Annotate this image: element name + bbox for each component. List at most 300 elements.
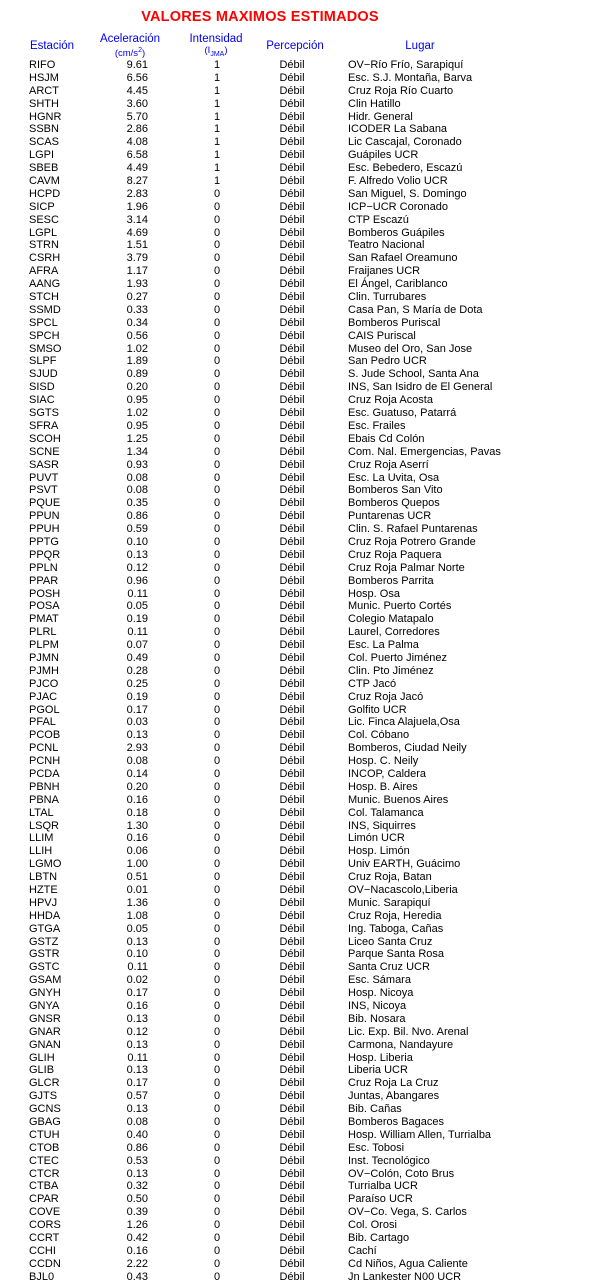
intensity-value: 0 bbox=[213, 1270, 221, 1283]
intensity-value: 0 bbox=[213, 381, 221, 394]
perception-value: Débil bbox=[279, 729, 305, 742]
intensity-value: 1 bbox=[213, 136, 221, 149]
perception-value: Débil bbox=[279, 239, 305, 252]
intensity-value: 0 bbox=[213, 1167, 221, 1180]
acceleration-value: 0.57 bbox=[126, 1090, 148, 1103]
table-row bbox=[0, 987, 590, 1000]
table-row bbox=[0, 729, 590, 742]
table-row bbox=[0, 716, 590, 729]
station-code: PSVT bbox=[29, 484, 58, 497]
place-name: Clin Hatillo bbox=[348, 97, 401, 110]
station-code: PCNL bbox=[29, 742, 59, 755]
acceleration-value: 0.11 bbox=[127, 626, 148, 639]
intensity-value: 0 bbox=[213, 497, 221, 510]
acceleration-value: 0.96 bbox=[126, 574, 148, 587]
perception-value: Débil bbox=[279, 1193, 305, 1206]
station-code: HZTE bbox=[29, 884, 58, 896]
acceleration-value: 0.95 bbox=[126, 394, 148, 407]
place-name: OV−Colón, Coto Brus bbox=[348, 1167, 455, 1180]
perception-value: Débil bbox=[279, 1141, 305, 1154]
place-name: Guápiles UCR bbox=[348, 149, 419, 162]
place-name: Cruz Roja, Heredia bbox=[348, 909, 442, 922]
intensity-value: 0 bbox=[213, 265, 221, 278]
table-row bbox=[0, 1245, 590, 1258]
acceleration-value: 6.56 bbox=[126, 71, 148, 84]
perception-value: Débil bbox=[279, 703, 305, 716]
table-row bbox=[0, 858, 590, 871]
place-name: Col. Orosi bbox=[348, 1219, 397, 1232]
intensity-value: 0 bbox=[213, 1038, 221, 1051]
place-name: Esc. Sámara bbox=[348, 974, 411, 987]
perception-value: Débil bbox=[279, 368, 305, 381]
intensity-value: 0 bbox=[213, 948, 221, 961]
acceleration-value: 0.12 bbox=[126, 1025, 148, 1038]
intensity-value: 0 bbox=[213, 987, 221, 1000]
acceleration-header-unit: $(cm/s^2)$ bbox=[114, 47, 146, 60]
perception-value: Débil bbox=[279, 587, 305, 600]
station-code: PPAR bbox=[29, 574, 59, 587]
acceleration-value: 9.61 bbox=[126, 59, 148, 71]
acceleration-value: 1.02 bbox=[126, 342, 148, 355]
acceleration-value: 0.20 bbox=[126, 780, 148, 793]
acceleration-value: 0.28 bbox=[126, 664, 148, 677]
perception-value: Débil bbox=[279, 187, 305, 200]
intensity-value: 0 bbox=[213, 574, 221, 587]
table-row bbox=[0, 1077, 590, 1090]
place-name: Liceo Santa Cruz bbox=[348, 935, 433, 948]
acceleration-value: 0.11 bbox=[127, 587, 148, 600]
perception-value: Débil bbox=[279, 1180, 305, 1193]
place-name: Cruz Roja, Batan bbox=[348, 871, 432, 884]
intensity-value: 0 bbox=[213, 1000, 221, 1013]
intensity-value: 1 bbox=[213, 149, 221, 162]
station-code: CCRT bbox=[29, 1232, 60, 1245]
acceleration-value: 0.13 bbox=[126, 729, 148, 742]
acceleration-value: 0.13 bbox=[126, 1103, 148, 1116]
intensity-value: 0 bbox=[213, 793, 221, 806]
intensity-value: 0 bbox=[213, 613, 221, 626]
perception-value: Débil bbox=[279, 742, 305, 755]
station-code: SCAS bbox=[29, 136, 59, 149]
acceleration-column-header bbox=[88, 33, 172, 60]
place-name: S. Jude School, Santa Ana bbox=[348, 368, 479, 381]
station-code: PLPM bbox=[29, 639, 59, 652]
place-name: Lic Cascajal, Coronado bbox=[348, 136, 462, 149]
station-code: SPCL bbox=[29, 316, 58, 329]
station-code: STCH bbox=[29, 291, 59, 304]
station-code: GNAN bbox=[29, 1038, 61, 1051]
place-name: Lic. Finca Alajuela,Osa bbox=[348, 716, 460, 729]
place-name: Liberia UCR bbox=[348, 1064, 408, 1077]
perception-value: Débil bbox=[279, 278, 305, 291]
table-row bbox=[0, 188, 590, 201]
acceleration-value: 0.42 bbox=[126, 1232, 148, 1245]
station-code: CTUH bbox=[29, 1128, 60, 1141]
station-code: SHTH bbox=[29, 97, 59, 110]
table-row bbox=[0, 588, 590, 601]
perception-value: Débil bbox=[279, 1090, 305, 1103]
perception-value: Débil bbox=[279, 639, 305, 652]
station-code: SIAC bbox=[29, 394, 55, 407]
intensity-value: 0 bbox=[213, 896, 221, 909]
place-name: Clin. Turrubares bbox=[348, 291, 427, 304]
place-name: INS, Nicoya bbox=[348, 1000, 407, 1013]
table-row bbox=[0, 832, 590, 845]
perception-value: Débil bbox=[279, 1025, 305, 1038]
intensity-value: 0 bbox=[213, 690, 221, 703]
acceleration-value: 0.13 bbox=[126, 1012, 148, 1025]
perception-value: Débil bbox=[279, 909, 305, 922]
perception-value: Débil bbox=[279, 574, 305, 587]
acceleration-value: 0.56 bbox=[126, 329, 148, 342]
station-code: PBNA bbox=[29, 793, 59, 806]
table-row bbox=[0, 175, 590, 188]
station-code: SISD bbox=[29, 381, 55, 394]
perception-value: Débil bbox=[279, 123, 305, 136]
intensity-value: 0 bbox=[213, 368, 221, 381]
station-code: PJMH bbox=[29, 664, 59, 677]
acceleration-value: 0.10 bbox=[126, 948, 148, 961]
acceleration-value: 0.50 bbox=[126, 1193, 148, 1206]
intensity-value: 0 bbox=[213, 1257, 221, 1270]
acceleration-value: 0.16 bbox=[126, 793, 148, 806]
acceleration-value: 0.11 bbox=[127, 1051, 148, 1064]
place-name: Fraijanes UCR bbox=[348, 265, 421, 278]
table-row bbox=[0, 1258, 590, 1271]
perception-value: Débil bbox=[279, 394, 305, 407]
acceleration-value: 0.19 bbox=[126, 690, 148, 703]
place-name: OV−Nacascolo,Liberia bbox=[348, 884, 458, 896]
station-code: CSRH bbox=[29, 252, 61, 265]
perception-value: Débil bbox=[279, 110, 305, 123]
place-name: Cruz Roja Jacó bbox=[348, 690, 424, 703]
perception-value: Débil bbox=[279, 896, 305, 909]
place-name: Col. Talamanca bbox=[348, 806, 424, 819]
place-name: OV−Río Frío, Sarapiquí bbox=[348, 59, 464, 71]
station-code: PJMN bbox=[29, 651, 59, 664]
perception-value: Débil bbox=[279, 987, 305, 1000]
intensity-value: 0 bbox=[213, 1193, 221, 1206]
intensity-value: 0 bbox=[213, 329, 221, 342]
place-name: CTP Jacó bbox=[348, 677, 397, 690]
perception-value: Débil bbox=[279, 677, 305, 690]
place-name: Hosp. Osa bbox=[348, 587, 400, 600]
station-code: SASR bbox=[29, 458, 59, 471]
perception-value: Débil bbox=[279, 1128, 305, 1141]
place-name: Col. Puerto Jiménez bbox=[348, 651, 448, 664]
perception-value: Débil bbox=[279, 381, 305, 394]
perception-value: Débil bbox=[279, 291, 305, 304]
place-name: Santa Cruz UCR bbox=[348, 961, 430, 974]
perception-value: Débil bbox=[279, 948, 305, 961]
perception-value: Débil bbox=[279, 613, 305, 626]
acceleration-value: 0.20 bbox=[126, 381, 148, 394]
table-row bbox=[0, 1000, 590, 1013]
intensity-value: 0 bbox=[213, 445, 221, 458]
perception-value: Débil bbox=[279, 59, 305, 71]
place-name: Esc. Tobosi bbox=[348, 1141, 405, 1154]
place-name: Esc. Guatuso, Patarrá bbox=[348, 407, 457, 420]
place-name: Esc. Frailes bbox=[348, 419, 406, 432]
intensity-value: 0 bbox=[213, 858, 221, 871]
table-row bbox=[0, 291, 590, 304]
station-code: GNYA bbox=[29, 1000, 60, 1013]
place-name: Bomberos Puriscal bbox=[348, 316, 441, 329]
station-code: CPAR bbox=[29, 1193, 59, 1206]
place-name: Cruz Roja Paquera bbox=[348, 548, 442, 561]
table-row bbox=[0, 910, 590, 923]
station-code: LLIH bbox=[29, 845, 53, 858]
perception-value: Débil bbox=[279, 858, 305, 871]
acceleration-value: 0.11 bbox=[127, 961, 148, 974]
intensity-value: 0 bbox=[213, 742, 221, 755]
table-row bbox=[0, 781, 590, 794]
station-code: CTOB bbox=[29, 1141, 60, 1154]
table-row bbox=[0, 1168, 590, 1181]
intensity-value: 1 bbox=[213, 162, 221, 175]
station-code: PPUN bbox=[29, 510, 60, 523]
station-code: GTGA bbox=[29, 922, 61, 935]
acceleration-value: 8.27 bbox=[126, 175, 148, 188]
station-code: PCOB bbox=[29, 729, 61, 742]
place-name: Hosp. Limón bbox=[348, 845, 410, 858]
place-name: Parque Santa Rosa bbox=[348, 948, 445, 961]
perception-value: Débil bbox=[279, 1167, 305, 1180]
station-code: HGNR bbox=[29, 110, 62, 123]
acceleration-value: 0.12 bbox=[126, 561, 148, 574]
acceleration-value: 0.51 bbox=[126, 871, 148, 884]
station-code: BJL0 bbox=[29, 1270, 55, 1283]
intensity-value: 0 bbox=[213, 922, 221, 935]
place-name: CAIS Puriscal bbox=[348, 329, 416, 342]
acceleration-value: 0.35 bbox=[126, 497, 148, 510]
intensity-value: 0 bbox=[213, 432, 221, 445]
table-row bbox=[0, 214, 590, 227]
acceleration-value: 0.25 bbox=[126, 677, 148, 690]
perception-value: Débil bbox=[279, 329, 305, 342]
intensity-value: 0 bbox=[213, 884, 221, 896]
station-code: LGPL bbox=[29, 226, 58, 239]
perception-value: Débil bbox=[279, 690, 305, 703]
station-code: LGMO bbox=[29, 858, 62, 871]
acceleration-value: 0.27 bbox=[126, 291, 148, 304]
acceleration-value: 0.39 bbox=[126, 1206, 148, 1219]
intensity-value: 0 bbox=[213, 780, 221, 793]
acceleration-value: 1.96 bbox=[126, 200, 148, 213]
acceleration-value: 0.01 bbox=[126, 884, 148, 896]
place-name: Clin. Pto Jiménez bbox=[348, 664, 434, 677]
acceleration-value: 0.13 bbox=[126, 1038, 148, 1051]
place-name: Bib. Nosara bbox=[348, 1012, 406, 1025]
table-row bbox=[0, 1193, 590, 1206]
acceleration-value: 0.95 bbox=[126, 419, 148, 432]
perception-value: Débil bbox=[279, 1038, 305, 1051]
place-name: San Pedro UCR bbox=[348, 355, 427, 368]
table-row bbox=[0, 1116, 590, 1129]
intensity-value: 0 bbox=[213, 187, 221, 200]
station-code: CAVM bbox=[29, 175, 60, 188]
table-row bbox=[0, 807, 590, 820]
perception-value: Débil bbox=[279, 252, 305, 265]
station-code: GSTZ bbox=[29, 935, 59, 948]
station-code: GNYH bbox=[29, 987, 61, 1000]
station-code: AFRA bbox=[29, 265, 59, 278]
table-row bbox=[0, 923, 590, 936]
perception-value: Débil bbox=[279, 523, 305, 536]
intensity-value: 0 bbox=[213, 291, 221, 304]
intensity-value: 0 bbox=[213, 200, 221, 213]
intensity-value: 1 bbox=[213, 71, 221, 84]
acceleration-value: 0.33 bbox=[126, 303, 148, 316]
perception-value: Débil bbox=[279, 884, 305, 896]
perception-value: Débil bbox=[279, 136, 305, 149]
station-code: GSAM bbox=[29, 974, 62, 987]
place-column-header: Lugar bbox=[405, 40, 435, 52]
place-name: Munic. Puerto Cortés bbox=[348, 600, 452, 613]
intensity-value: 0 bbox=[213, 484, 221, 497]
table-row bbox=[0, 613, 590, 626]
station-code: SGTS bbox=[29, 407, 59, 420]
perception-value: Débil bbox=[279, 265, 305, 278]
perception-value: Débil bbox=[279, 162, 305, 175]
station-code: SSBN bbox=[29, 123, 59, 136]
perception-value: Débil bbox=[279, 419, 305, 432]
perception-value: Débil bbox=[279, 1012, 305, 1025]
perception-value: Débil bbox=[279, 548, 305, 561]
intensity-value: 0 bbox=[213, 600, 221, 613]
station-code: GBAG bbox=[29, 1116, 61, 1129]
station-code: HSJM bbox=[29, 71, 59, 84]
acceleration-value: 4.49 bbox=[126, 162, 148, 175]
station-code: COVE bbox=[29, 1206, 61, 1219]
intensity-value: 0 bbox=[213, 523, 221, 536]
intensity-value: 0 bbox=[213, 1077, 221, 1090]
intensity-value: 0 bbox=[213, 548, 221, 561]
table-row bbox=[0, 317, 590, 330]
acceleration-value: 0.34 bbox=[126, 316, 148, 329]
table-row bbox=[0, 884, 590, 897]
perception-value: Débil bbox=[279, 1219, 305, 1232]
place-name: San Rafael Oreamuno bbox=[348, 252, 458, 265]
table-row bbox=[0, 394, 590, 407]
station-code: GLIB bbox=[29, 1064, 55, 1077]
acceleration-value: 0.93 bbox=[126, 458, 148, 471]
place-name: Hosp. B. Aires bbox=[348, 780, 418, 793]
intensity-value: 0 bbox=[213, 1128, 221, 1141]
station-code: HHDA bbox=[29, 909, 61, 922]
place-name: Esc. S.J. Montaña, Barva bbox=[348, 71, 473, 84]
station-code: LTAL bbox=[29, 806, 54, 819]
acceleration-value: 0.32 bbox=[126, 1180, 148, 1193]
intensity-value: 0 bbox=[213, 1206, 221, 1219]
place-name: Golfito UCR bbox=[348, 703, 407, 716]
place-name: Casa Pan, S María de Dota bbox=[348, 303, 483, 316]
place-name: Cruz Roja Potrero Grande bbox=[348, 535, 476, 548]
station-code: SLPF bbox=[29, 355, 57, 368]
table-row bbox=[0, 678, 590, 691]
place-name: ICODER La Sabana bbox=[348, 123, 448, 136]
perception-value: Débil bbox=[279, 1154, 305, 1167]
acceleration-value: 2.86 bbox=[126, 123, 148, 136]
table-row bbox=[0, 936, 590, 949]
table-row bbox=[0, 961, 590, 974]
station-code: PPUH bbox=[29, 523, 60, 536]
table-row bbox=[0, 252, 590, 265]
acceleration-value: 3.79 bbox=[126, 252, 148, 265]
intensity-value: 0 bbox=[213, 1025, 221, 1038]
intensity-value: 1 bbox=[213, 110, 221, 123]
table-row bbox=[0, 433, 590, 446]
acceleration-value: 0.05 bbox=[126, 600, 148, 613]
table-row bbox=[0, 59, 590, 72]
intensity-header-unit: $(I_{JMA})$ bbox=[204, 45, 228, 58]
intensity-value: 1 bbox=[213, 123, 221, 136]
table-row bbox=[0, 304, 590, 317]
station-code: SSMD bbox=[29, 303, 61, 316]
table-row bbox=[0, 691, 590, 704]
intensity-value: 1 bbox=[213, 84, 221, 97]
intensity-value: 0 bbox=[213, 1244, 221, 1257]
table-row bbox=[0, 72, 590, 85]
perception-value: Débil bbox=[279, 716, 305, 729]
acceleration-value: 0.16 bbox=[126, 1244, 148, 1257]
place-name: Puntarenas UCR bbox=[348, 510, 432, 523]
table-row bbox=[0, 549, 590, 562]
station-code: GSTR bbox=[29, 948, 60, 961]
intensity-value: 0 bbox=[213, 587, 221, 600]
place-name: Bomberos, Ciudad Neily bbox=[348, 742, 467, 755]
intensity-value: 0 bbox=[213, 639, 221, 652]
perception-column-header: Percepción bbox=[266, 40, 324, 52]
table-row bbox=[0, 871, 590, 884]
place-name: Clin. S. Rafael Puntarenas bbox=[348, 523, 478, 536]
table-row bbox=[0, 381, 590, 394]
intensity-value: 1 bbox=[213, 97, 221, 110]
table-row bbox=[0, 1219, 590, 1232]
table-row bbox=[0, 278, 590, 291]
acceleration-value: 0.17 bbox=[126, 703, 148, 716]
station-code: PMAT bbox=[29, 613, 59, 626]
table-row bbox=[0, 652, 590, 665]
station-code: SESC bbox=[29, 213, 59, 226]
perception-value: Débil bbox=[279, 651, 305, 664]
place-name: Inst. Tecnológico bbox=[348, 1154, 430, 1167]
station-code: LGPI bbox=[29, 149, 55, 162]
station-code: LBTN bbox=[29, 871, 58, 884]
stations-table bbox=[0, 59, 590, 1284]
acceleration-value: 1.89 bbox=[126, 355, 148, 368]
intensity-value: 1 bbox=[213, 59, 221, 71]
intensity-value: 0 bbox=[213, 213, 221, 226]
place-name: Munic. Sarapiquí bbox=[348, 896, 431, 909]
acceleration-value: 1.51 bbox=[126, 239, 148, 252]
intensity-value: 0 bbox=[213, 871, 221, 884]
place-name: Juntas, Abangares bbox=[348, 1090, 440, 1103]
station-code: PUVT bbox=[29, 471, 59, 484]
perception-value: Débil bbox=[279, 1051, 305, 1064]
table-row bbox=[0, 897, 590, 910]
station-column-header: Estación bbox=[29, 40, 75, 52]
intensity-value: 0 bbox=[213, 703, 221, 716]
perception-value: Débil bbox=[279, 871, 305, 884]
perception-value: Débil bbox=[279, 1257, 305, 1270]
place-name: Museo del Oro, San Jose bbox=[348, 342, 473, 355]
intensity-value: 0 bbox=[213, 845, 221, 858]
intensity-value: 0 bbox=[213, 342, 221, 355]
acceleration-value: 0.86 bbox=[126, 1141, 148, 1154]
table-row bbox=[0, 149, 590, 162]
perception-value: Débil bbox=[279, 535, 305, 548]
